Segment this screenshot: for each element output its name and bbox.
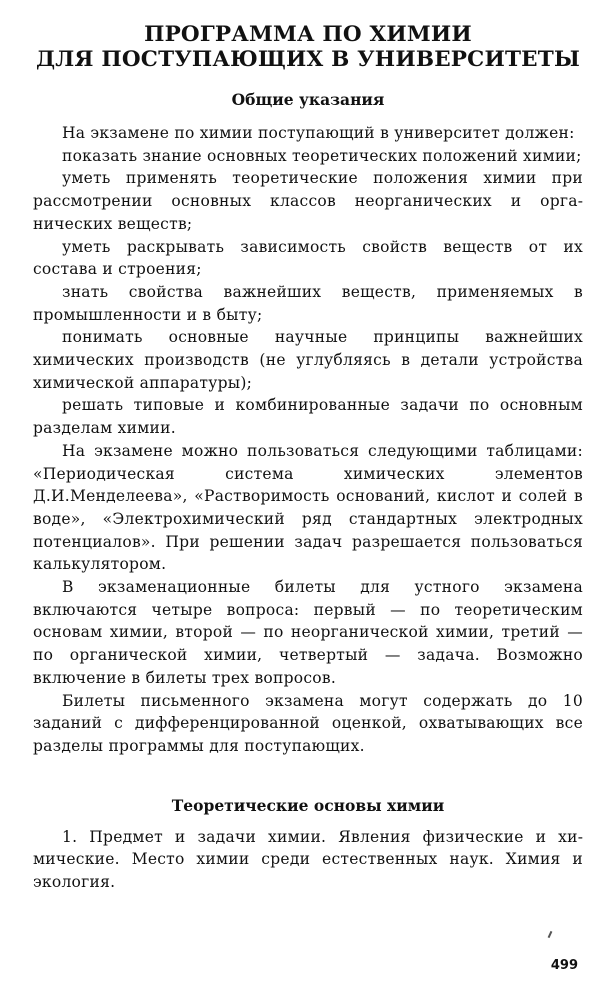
section-body-general [33, 122, 583, 758]
paragraph: знать свойства важнейших веществ, применяемых в промышленности и в быту; [33, 282, 583, 324]
paragraph: В экзаменационные билеты для устного экзамена включаются четыре вопроса: первый — по теоретическим основам химии, второй — по неорганической химии, третий — по органической химии, четвертый — задача. Возможно включение в билеты трех вопросов. [33, 578, 583, 687]
scan-speck [548, 931, 553, 938]
title-line-1: ПРОГРАММА ПО ХИМИИ [144, 22, 472, 47]
page-title [33, 22, 583, 72]
paragraph: На экзамене по химии поступающий в университет должен: [62, 124, 575, 142]
paragraph: уметь применять теоретические положения химии при рассмотрении основных классов неорганических и органических веществ; [33, 169, 583, 233]
paragraph: показать знание основных теоретических положений химии; [62, 146, 582, 165]
paragraph: решать типовые и комбинированные задачи по основным разделам химии. [33, 396, 583, 438]
section-body-theory [33, 826, 583, 894]
title-line-2: ДЛЯ ПОСТУПАЮЩИХ В УНИВЕРСИТЕТЫ [35, 47, 581, 72]
section-heading-general: Общие указания [231, 90, 385, 109]
section-heading-theory: Теоретические основы химии [171, 795, 445, 815]
paragraph: уметь раскрывать зависимость свойств веществ от их состава и строения; [33, 237, 583, 279]
page-number: 499 [550, 958, 578, 973]
paragraph: 1. Предмет и задачи химии. Явления физические и химические. Место химии среди естественных наук. Химия и экология. [33, 827, 583, 892]
paragraph: На экзамене можно пользоваться следующими таблицами: «Периодическая система химических элементов Д.И.Менделеева», «Растворимость оснований, кислот и солей в воде», «Электрохимический ряд стандартных электродных потенциалов». При решении задач разрешается пользоваться калькулятором. [33, 441, 583, 574]
paragraph: Билеты письменного экзамена могут содержать до 10 заданий с дифференцированной оценкой, охватывающих все разделы программы для поступающих. [33, 691, 583, 755]
paragraph: понимать основные научные принципы важнейших химических производств (не углубляясь в детали устройства химической аппаратуры); [33, 328, 583, 392]
document-page [33, 22, 583, 894]
